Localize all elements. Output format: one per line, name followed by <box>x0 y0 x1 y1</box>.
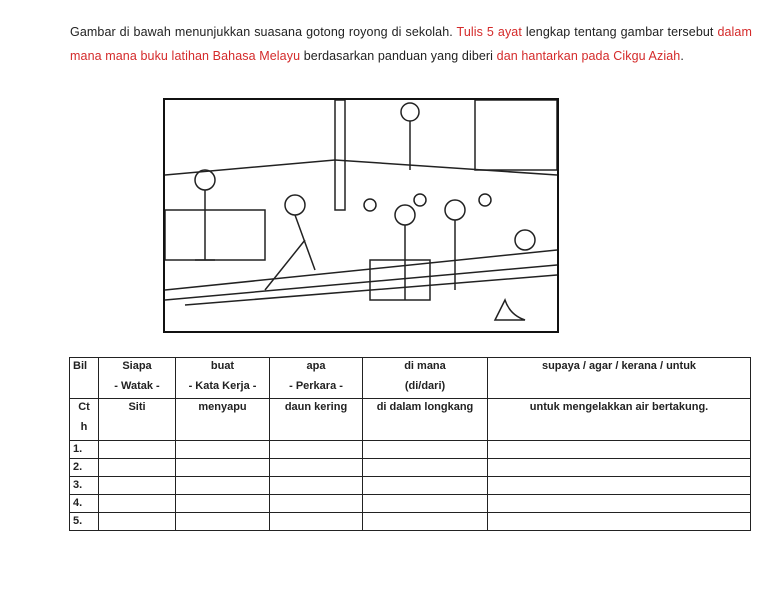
answer-cell[interactable] <box>488 441 751 459</box>
header-label: supaya / agar / kerana / untuk <box>541 360 697 372</box>
instruction-part: . <box>680 49 684 63</box>
table-row <box>70 441 751 459</box>
header-buat <box>176 358 270 399</box>
answer-cell[interactable] <box>99 477 176 495</box>
example-cell: daun kering <box>270 399 363 441</box>
table-header-row <box>70 358 751 399</box>
instruction-part: Gambar di bawah menunjukkan suasana gotong royong di sekolah. <box>70 25 457 39</box>
gotong-royong-illustration <box>163 98 559 333</box>
answer-cell[interactable] <box>488 477 751 495</box>
header-apa <box>270 358 363 399</box>
answer-cell[interactable] <box>363 513 488 531</box>
guide-table <box>69 357 751 531</box>
answer-cell[interactable] <box>99 495 176 513</box>
row-number: 1. <box>70 441 99 459</box>
row-number: 3. <box>70 477 99 495</box>
answer-cell[interactable] <box>270 441 363 459</box>
answer-cell[interactable] <box>176 513 270 531</box>
answer-cell[interactable] <box>176 441 270 459</box>
example-cell: di dalam longkang <box>363 399 488 441</box>
answer-cell[interactable] <box>99 513 176 531</box>
header-label: di mana <box>404 360 446 372</box>
table-row <box>70 459 751 477</box>
example-cell: untuk mengelakkan air bertakung. <box>488 399 751 441</box>
answer-cell[interactable] <box>99 441 176 459</box>
answer-cell[interactable] <box>270 513 363 531</box>
instruction-part: lengkap tentang gambar tersebut <box>521 25 718 39</box>
header-bil <box>70 358 99 399</box>
row-number: 4. <box>70 495 99 513</box>
instruction-highlight: dalam mana mana buku latihan Bahasa Melayu <box>70 25 752 63</box>
answer-cell[interactable] <box>176 459 270 477</box>
table-row <box>70 513 751 531</box>
header-label: Siapa <box>122 360 152 372</box>
header-label: buat <box>210 360 235 372</box>
row-number: 5. <box>70 513 99 531</box>
header-supaya <box>488 358 751 399</box>
header-sublabel: (di/dari) <box>404 380 446 392</box>
table-row <box>70 477 751 495</box>
example-bil-bottom: h <box>80 421 88 433</box>
instruction-text <box>70 20 752 68</box>
answer-cell[interactable] <box>270 459 363 477</box>
answer-cell[interactable] <box>363 477 488 495</box>
example-bil-top: Ct <box>78 401 90 413</box>
answer-cell[interactable] <box>176 477 270 495</box>
header-label: apa <box>306 360 326 372</box>
answer-cell[interactable] <box>363 441 488 459</box>
example-row <box>70 399 751 441</box>
header-siapa <box>99 358 176 399</box>
header-sublabel: - Perkara - <box>289 380 343 392</box>
answer-cell[interactable] <box>488 513 751 531</box>
answer-cell[interactable] <box>99 459 176 477</box>
answer-cell[interactable] <box>363 459 488 477</box>
example-bil <box>70 399 99 441</box>
answer-cell[interactable] <box>488 459 751 477</box>
answer-cell[interactable] <box>270 495 363 513</box>
instruction-highlight: dan hantarkan pada Cikgu Aziah <box>496 49 681 63</box>
example-cell: Siti <box>99 399 176 441</box>
answer-cell[interactable] <box>488 495 751 513</box>
header-sublabel: - Kata Kerja - <box>188 380 257 392</box>
answer-cell[interactable] <box>363 495 488 513</box>
instruction-part: berdasarkan panduan yang diberi <box>300 49 497 63</box>
table-row <box>70 495 751 513</box>
row-number: 2. <box>70 459 99 477</box>
instruction-highlight: Tulis 5 ayat <box>456 25 522 39</box>
answer-cell[interactable] <box>270 477 363 495</box>
header-sublabel: - Watak - <box>114 380 160 392</box>
example-cell: menyapu <box>176 399 270 441</box>
answer-cell[interactable] <box>176 495 270 513</box>
header-di-mana <box>363 358 488 399</box>
header-label: Bil <box>73 360 88 372</box>
